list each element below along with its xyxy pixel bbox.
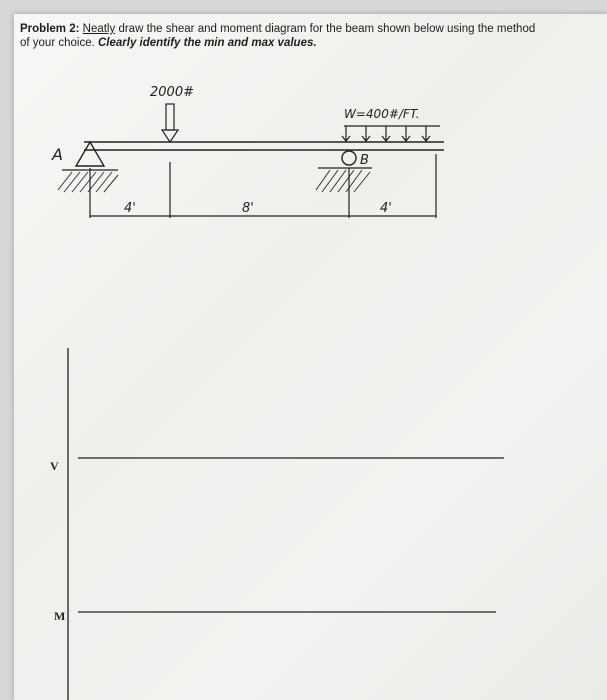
problem-number: Problem 2: [20, 23, 80, 35]
shear-axis-label: V [50, 459, 59, 473]
distributed-load [342, 126, 440, 141]
point-load-arrow [162, 104, 178, 142]
problem-text: draw the shear and moment diagram for the beam shown below using the method of your choice. [20, 23, 536, 49]
problem-emphasis: Clearly identify the min and max values. [97, 37, 317, 49]
span-label-2: 8' [242, 201, 254, 216]
point-load-label: 2000# [150, 85, 194, 100]
moment-axis-label: M [54, 609, 66, 623]
problem-underlined-word: Neatly [82, 23, 116, 35]
support-a-label: A [52, 145, 63, 164]
distributed-load-label: W=400#/FT. [344, 107, 420, 121]
span-label-1: 4' [124, 201, 136, 216]
span-label-3: 4' [380, 201, 392, 216]
support-b-label: B [360, 153, 369, 168]
